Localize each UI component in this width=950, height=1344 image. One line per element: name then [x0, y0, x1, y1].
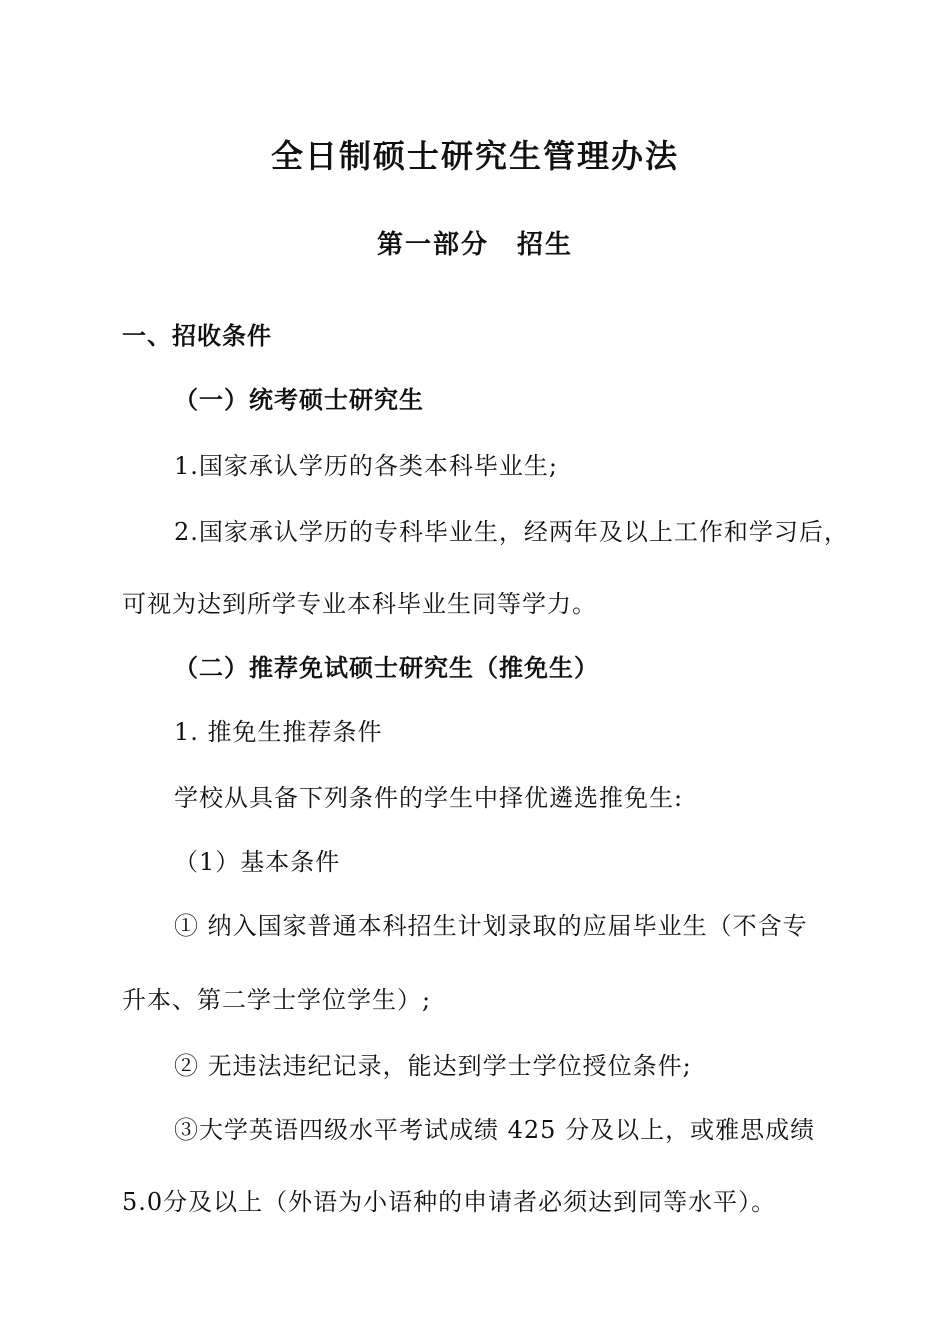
- paragraph-condition-3-line-2: 5.0分及以上（外语为小语种的申请者必须达到同等水平）。: [122, 1188, 777, 1216]
- paragraph-condition-2: ② 无违法违纪记录，能达到学士学位授位条件;: [174, 1052, 692, 1080]
- subsection-heading-recommended: （二）推荐免试硕士研究生（推免生）: [174, 654, 599, 682]
- paragraph-basic-conditions: （1）基本条件: [174, 848, 341, 876]
- document-title: 全日制硕士研究生管理办法: [270, 137, 679, 175]
- paragraph-item-2-line-1: 2.国家承认学历的专科毕业生，经两年及以上工作和学习后，: [174, 518, 849, 546]
- paragraph-recommend-conditions-title: 1. 推免生推荐条件: [174, 718, 383, 746]
- paragraph-intro: 学校从具备下列条件的学生中择优遴选推免生:: [174, 784, 684, 812]
- section-heading-admission-conditions: 一、招收条件: [122, 322, 272, 350]
- paragraph-condition-1-line-1: ① 纳入国家普通本科招生计划录取的应届毕业生（不含专: [174, 912, 808, 940]
- part-heading: 第一部分 招生: [376, 230, 573, 260]
- paragraph-item-2-line-2: 可视为达到所学专业本科毕业生同等学力。: [122, 590, 597, 618]
- paragraph-item-1: 1.国家承认学历的各类本科毕业生;: [174, 452, 558, 480]
- paragraph-condition-3-line-1: ③大学英语四级水平考试成绩 425 分及以上，或雅思成绩: [174, 1116, 816, 1144]
- paragraph-condition-1-line-2: 升本、第二学士学位学生）;: [122, 986, 432, 1014]
- subsection-heading-unified-exam: （一）统考硕士研究生: [174, 386, 424, 414]
